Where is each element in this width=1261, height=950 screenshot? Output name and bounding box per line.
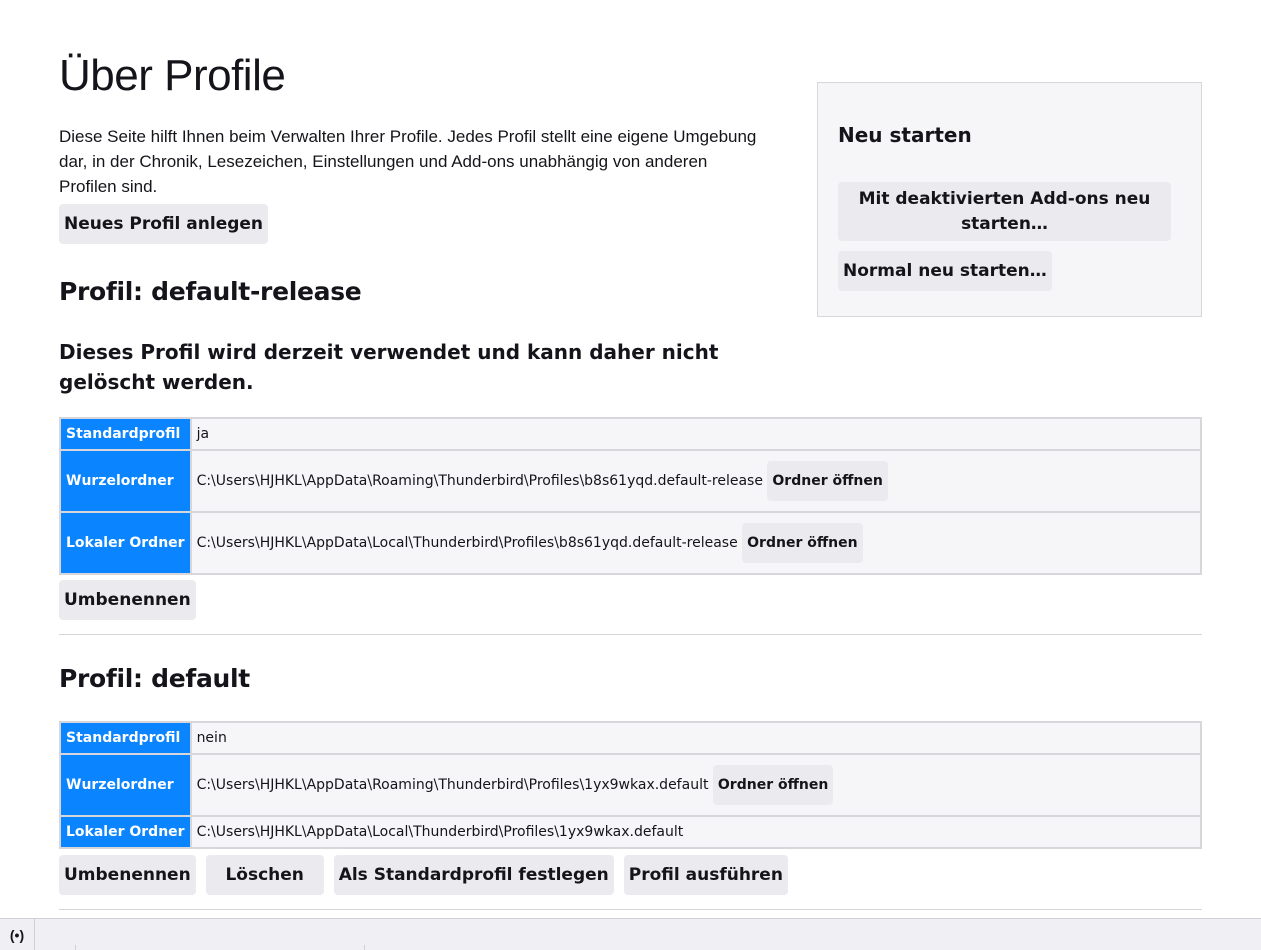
set-default-profile-button[interactable]: Als Standardprofil festlegen xyxy=(334,855,614,895)
open-root-folder-button[interactable]: Ordner öffnen xyxy=(767,461,887,501)
open-root-folder-button[interactable]: Ordner öffnen xyxy=(713,765,833,805)
status-divider xyxy=(75,945,365,950)
profile-heading: Profil: default xyxy=(59,664,250,693)
activity-icon[interactable]: (•) xyxy=(0,919,35,950)
open-local-folder-button[interactable]: Ordner öffnen xyxy=(742,523,862,563)
default-profile-value: ja xyxy=(191,418,1201,450)
restart-panel xyxy=(817,82,1202,317)
restart-normally-button[interactable]: Normal neu starten… xyxy=(838,251,1052,291)
default-profile-value: nein xyxy=(191,722,1201,754)
profile-info-table xyxy=(59,417,1202,575)
local-folder-path: C:\Users\HJHKL\AppData\Local\Thunderbird\Profiles\1yx9wkax.default xyxy=(191,816,1201,848)
profile-actions xyxy=(59,580,196,620)
page-title: Über Profile xyxy=(59,51,286,100)
profile-info-table xyxy=(59,721,1202,849)
table-row xyxy=(60,754,1201,816)
table-row xyxy=(60,450,1201,512)
divider xyxy=(59,634,1202,635)
root-folder-path: C:\Users\HJHKL\AppData\Roaming\Thunderbird\Profiles\b8s61yqd.default-release xyxy=(196,473,763,489)
root-folder-label: Wurzelordner xyxy=(60,754,191,816)
delete-button[interactable]: Löschen xyxy=(206,855,324,895)
restart-without-addons-button[interactable]: Mit deaktivierten Add-ons neu starten… xyxy=(838,182,1171,241)
table-row xyxy=(60,816,1201,848)
intro-text: Diese Seite hilft Ihnen beim Verwalten Ihrer Profile. Jedes Profil stellt eine eigene Umgebung dar, in der Chronik, Lesezeichen, Einstellungen und Add-ons unabhängig von anderen Profilen sind. xyxy=(59,127,757,196)
table-row xyxy=(60,512,1201,574)
default-profile-label: Standardprofil xyxy=(60,722,191,754)
table-row xyxy=(60,722,1201,754)
local-folder-path: C:\Users\HJHKL\AppData\Local\Thunderbird\Profiles\b8s61yqd.default-release xyxy=(196,535,738,551)
local-folder-label: Lokaler Ordner xyxy=(60,512,191,574)
new-profile-button[interactable]: Neues Profil anlegen xyxy=(59,204,268,244)
table-row xyxy=(60,418,1201,450)
profile-in-use-notice: Dieses Profil wird derzeit verwendet und kann daher nicht gelöscht werden. xyxy=(59,340,719,394)
restart-heading: Neu starten xyxy=(838,123,972,147)
rename-button[interactable]: Umbenennen xyxy=(59,855,196,895)
default-profile-label: Standardprofil xyxy=(60,418,191,450)
profile-actions xyxy=(59,855,788,895)
divider xyxy=(59,909,1202,910)
root-folder-label: Wurzelordner xyxy=(60,450,191,512)
launch-profile-button[interactable]: Profil ausführen xyxy=(624,855,788,895)
profile-heading: Profil: default-release xyxy=(59,277,362,306)
rename-button[interactable]: Umbenennen xyxy=(59,580,196,620)
root-folder-path: C:\Users\HJHKL\AppData\Roaming\Thunderbird\Profiles\1yx9wkax.default xyxy=(196,777,709,793)
local-folder-label: Lokaler Ordner xyxy=(60,816,191,848)
status-bar xyxy=(0,918,1261,950)
